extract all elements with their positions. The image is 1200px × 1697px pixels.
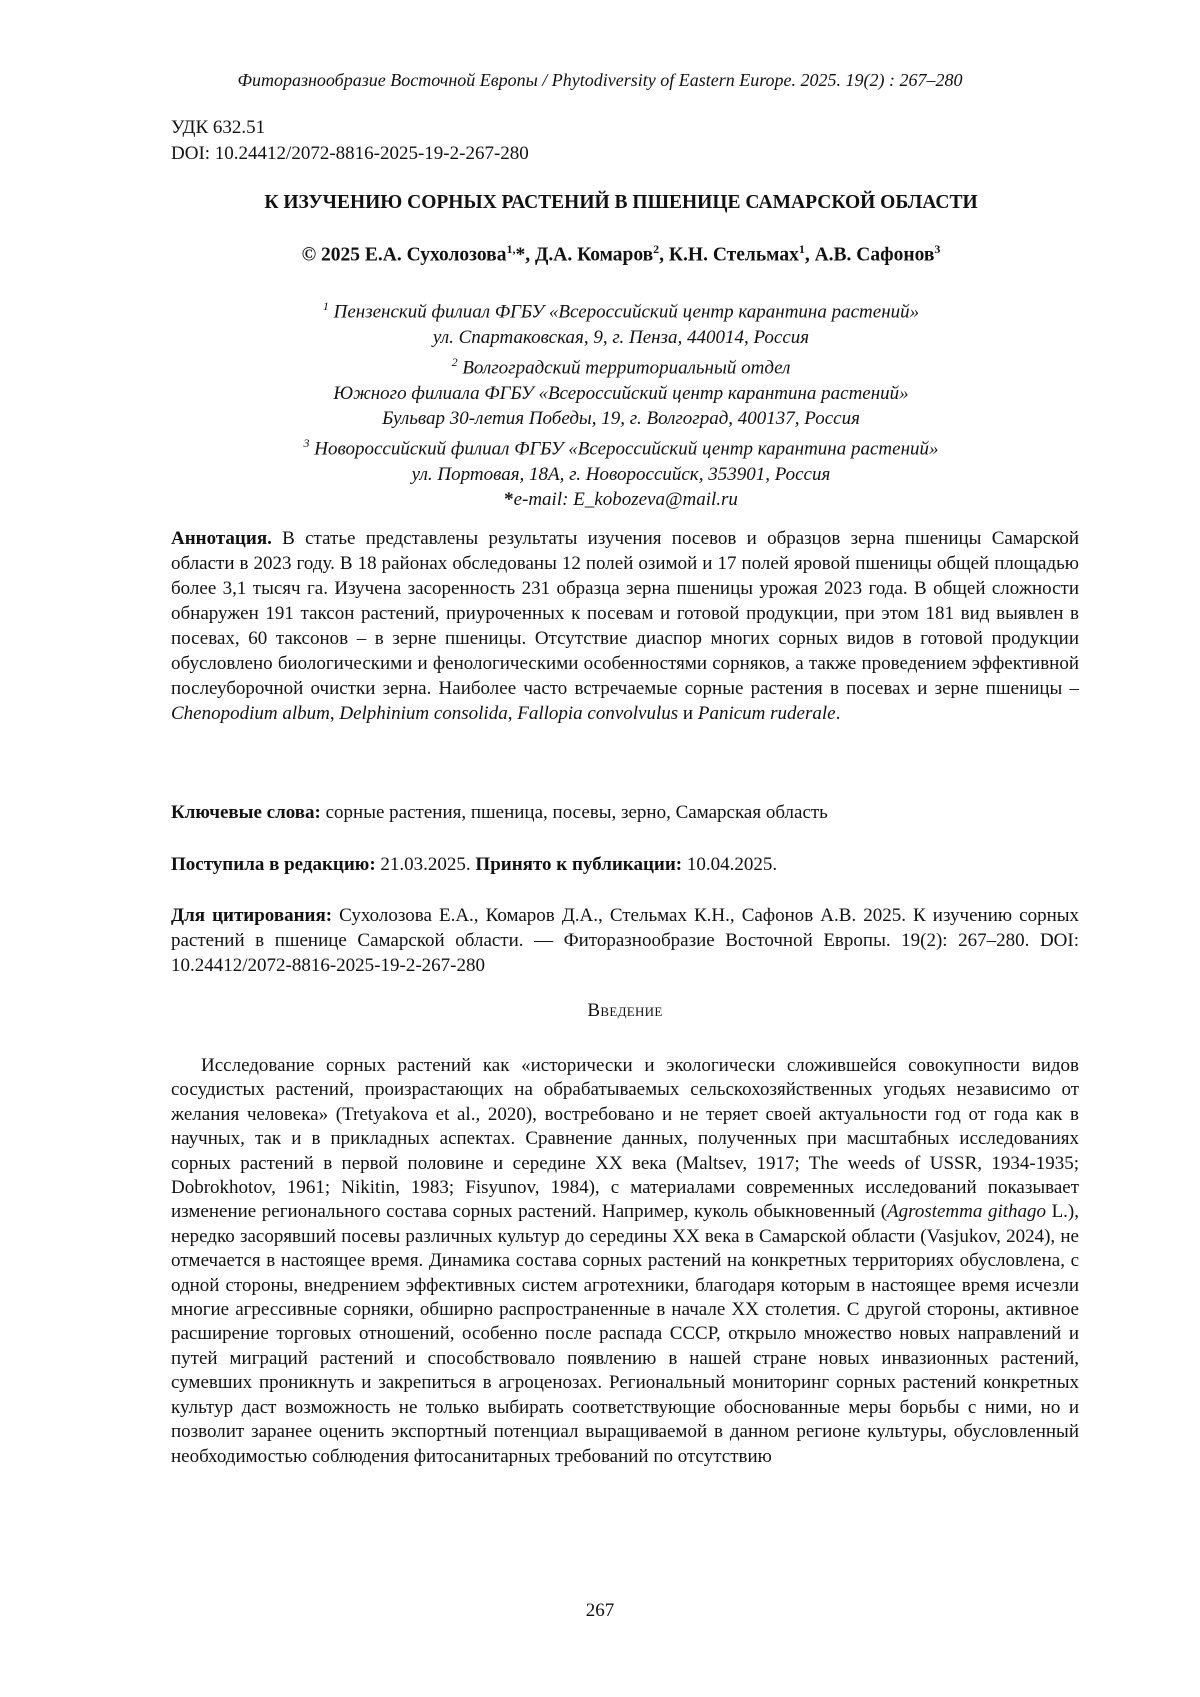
- email-line: [171, 487, 1071, 512]
- affiliation-2-name: Волгоградский территориальный отдел: [462, 357, 790, 378]
- affiliation-3-line-1: [171, 431, 1071, 462]
- article-identifiers: [171, 115, 529, 167]
- species-agrostemma: Agrostemma githago: [887, 1201, 1046, 1222]
- species-2: Delphinium consolida: [339, 703, 507, 724]
- authors-line: © 2025 Е.А. Сухолозова1,*, Д.А. Комаров2, К.Н. Стельмах1, А.В. Сафонов3: [171, 242, 1071, 267]
- affiliations: [171, 294, 1071, 512]
- affiliation-1-address: ул. Спартаковская, 9, г. Пенза, 440014, Россия: [171, 325, 1071, 350]
- keywords-text: сорные растения, пшеница, посевы, зерно, Самарская область: [326, 802, 828, 823]
- author-3: К.Н. Стельмах: [669, 245, 799, 266]
- author-2-affil: 2: [653, 242, 659, 256]
- author-1: Е.А. Сухолозова: [365, 245, 507, 266]
- email-mark: *: [504, 489, 514, 510]
- introduction-paragraph: [171, 1054, 1079, 1469]
- affiliation-1-line-1: [171, 294, 1071, 325]
- received-label: Поступила в редакцию:: [171, 854, 376, 875]
- author-1-affil: 1,: [506, 242, 515, 256]
- affiliation-3-name: Новороссийский филиал ФГБУ «Всероссийский центр карантина растений»: [314, 438, 938, 459]
- affiliation-2-line-1: [171, 350, 1071, 381]
- author-2: Д.А. Комаров: [535, 245, 653, 266]
- author-4: А.В. Сафонов: [815, 245, 935, 266]
- page-number: 267: [0, 1600, 1200, 1622]
- keywords-label: Ключевые слова:: [171, 802, 321, 823]
- species-3: Fallopia convolvulus: [517, 703, 678, 724]
- conjunction: и: [683, 703, 693, 724]
- abstract-label: Аннотация.: [171, 528, 272, 549]
- affiliation-1-name: Пензенский филиал ФГБУ «Всероссийский центр карантина растений»: [334, 301, 920, 322]
- article-title: К ИЗУЧЕНИЮ СОРНЫХ РАСТЕНИЙ В ПШЕНИЦЕ САМАРСКОЙ ОБЛАСТИ: [171, 192, 1071, 214]
- received-date: 21.03.2025.: [380, 854, 470, 875]
- journal-header: Фиторазнообразие Восточной Европы / Phytodiversity of Eastern Europe. 2025. 19(2) : 267–280: [0, 70, 1200, 91]
- affiliation-2-mark: 2: [452, 355, 458, 369]
- citation-label: Для цитирования:: [171, 905, 332, 926]
- email-link[interactable]: e-mail: E_kobozeva@mail.ru: [514, 489, 738, 510]
- affiliation-3-address: ул. Портовая, 18А, г. Новороссийск, 353901, Россия: [171, 462, 1071, 487]
- affiliation-3-mark: 3: [304, 436, 310, 450]
- affiliation-1-mark: 1: [323, 299, 329, 313]
- copyright: © 2025: [302, 245, 360, 266]
- separator: ,: [330, 703, 335, 724]
- affiliation-2-line-2: Южного филиала ФГБУ «Всероссийский центр карантина растений»: [171, 381, 1071, 406]
- page: [0, 0, 1200, 1697]
- species-4: Panicum ruderale: [698, 703, 836, 724]
- keywords: [171, 800, 1079, 825]
- abstract-text: В статье представлены результаты изучения посевов и образцов зерна пшеницы Самарской области в 2023 году. В 18 районах обследованы 12 полей озимой и 17 полей яровой пшеницы общей площадью более 3,1 тысяч га. Изучена засоренность 231 образца зерна пшеницы урожая 2023 года. В общей сложности обнаружен 191 таксон растений, приуроченных к посевам и готовой продукции, при этом 181 вид выявлен в посевах, 60 таксонов – в зерне пшеницы. Отсутствие диаспор многих сорных видов в готовой продукции обусловлено биологическими и фенологическими особенностями сорняков, а также проведением эффективной послеуборочной очистки зерна. Наиболее часто встречаемые сорные растения в посевах и зерне пшеницы –: [171, 528, 1079, 699]
- affiliation-2-address: Бульвар 30-летия Победы, 19, г. Волгоград, 400137, Россия: [171, 406, 1071, 431]
- period: .: [836, 703, 841, 724]
- separator: ,: [508, 703, 513, 724]
- accepted-date: 10.04.2025.: [687, 854, 777, 875]
- accepted-label: Принято к публикации:: [475, 854, 682, 875]
- citation: [171, 903, 1079, 978]
- species-1: Chenopodium album: [171, 703, 330, 724]
- corresponding-mark: *: [515, 245, 525, 266]
- doi: DOI: 10.24412/2072-8816-2025-19-2-267-280: [171, 141, 529, 167]
- intro-text-2: L.), нередко засорявший посевы различных культур до середины XX века в Самарской области (Vasjukov, 2024), не отмечается в настоящее время. Динамика состава сорных растений на конкретных территориях обусловлена, с одной стороны, внедрением эффективных систем агротехники, благодаря которым в настоящее время исчезли многие агрессивные сорняки, обширно распространенные в начале XX столетия. С другой стороны, активное расширение торговых отношений, особенно после распада СССР, открыло множество новых направлений и путей миграций растений и способствовало появлению в нашей стране новых инвазионных растений, сумевших проникнуть и закрепиться в агроценозах. Региональный мониторинг сорных растений конкретных культур даст возможность не только выбирать соответствующие обоснованные меры борьбы с ними, но и позволит заранее оценить экспортный потенциал выращиваемой в данном регионе культуры, обусловленный необходимостью соблюдения фитосанитарных требований по отсутствию: [171, 1201, 1079, 1466]
- intro-text-1: Исследование сорных растений как «исторически и экологически сложившейся совокупности видов сосудистых растений, произрастающих на обрабатываемых сельскохозяйственных угодьях независимо от желания человека» (Tretyakova et al., 2020), востребовано и не теряет своей актуальности год от года как в научных, так и в прикладных аспектах. Сравнение данных, полученных при масштабных исследованиях сорных растений в первой половине и середине XX века (Maltsev, 1917; The weeds of USSR, 1934-1935; Dobrokhotov, 1961; Nikitin, 1983; Fisyunov, 1984), с материалами современных исследований показывает изменение регионального состава сорных растений. Например, куколь обыкновенный (: [171, 1055, 1079, 1222]
- dates: [171, 852, 1079, 877]
- author-3-affil: 1: [799, 242, 805, 256]
- section-title: Введение: [171, 1000, 1079, 1022]
- citation-text: Сухолозова Е.А., Комаров Д.А., Стельмах К.Н., Сафонов А.В. 2025. К изучению сорных растений в пшенице Самарской области. — Фиторазнообразие Восточной Европы. 19(2): 267–280. DOI: 10.24412/2072-8816-2025-19-2-267-280: [171, 905, 1079, 976]
- udk: УДК 632.51: [171, 115, 529, 141]
- author-4-affil: 3: [934, 242, 940, 256]
- abstract: [171, 526, 1079, 726]
